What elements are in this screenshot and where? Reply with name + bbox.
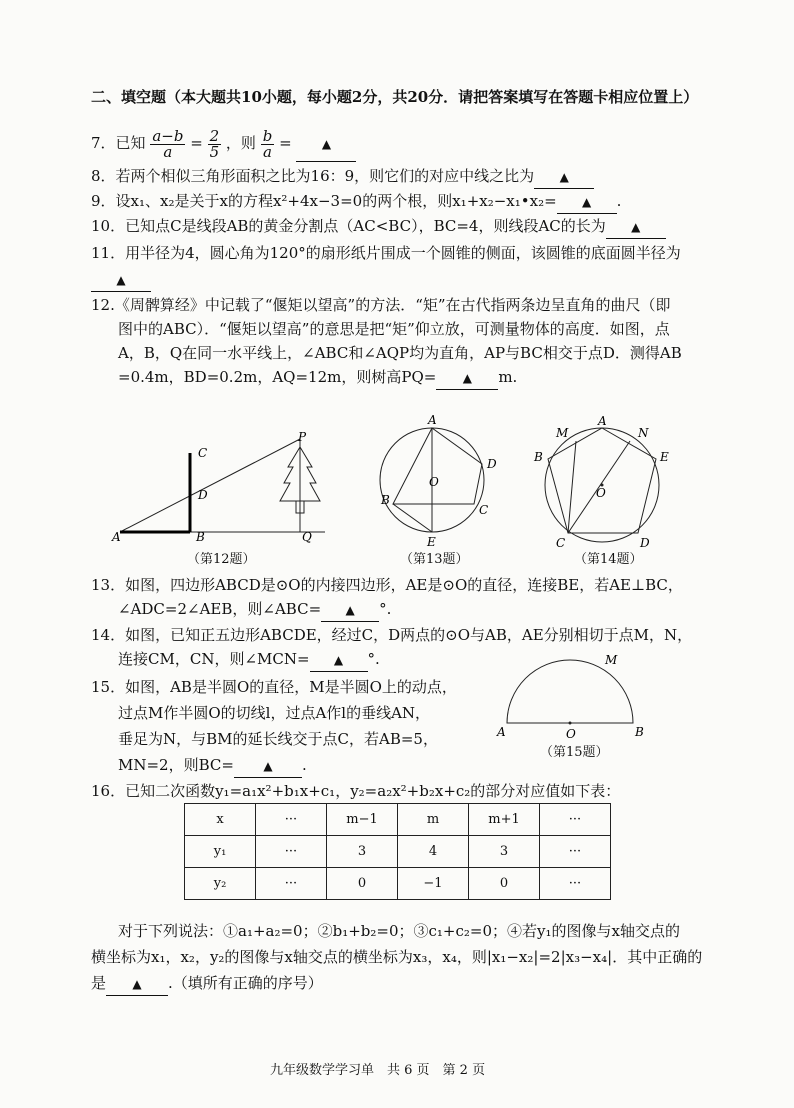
label-o: O [566, 727, 576, 741]
table-row: y₂ ··· 0 −1 0 ··· [185, 868, 611, 900]
figure-14 [530, 415, 680, 550]
question-7: 7．已知 $\frac{a-b}{a}$ = $\frac{2}{5}$ ，则 $\frac{b}{a}$ = ▲ [91, 126, 356, 162]
label-a: A [598, 415, 607, 428]
caption-15: （第15题） [540, 745, 609, 760]
label-n: N [638, 426, 649, 440]
answer-blank: ▲ [310, 648, 368, 672]
answer-blank: ▲ [321, 598, 379, 622]
label-p: P [298, 430, 307, 444]
answer-blank: ▲ [606, 215, 666, 239]
answer-blank: ▲ [296, 126, 356, 162]
question-8: 8．若两个相似三角形面积之比为16：9，则它们的对应中线之比为 ▲ [91, 165, 594, 189]
question-10: 10．已知点C是线段AB的黄金分割点（AC<BC），BC=4，则线段AC的长为 ▲ [91, 215, 666, 239]
question-12-line-2: 图中的ABC）．“偃矩以望高”的意思是把“矩”仰立放，可测量物体的高度．如图，点 [118, 320, 670, 338]
label-b: B [196, 530, 205, 544]
segment-cm [568, 441, 576, 533]
question-13-line-1: 13．如图，四边形ABCD是⊙O的内接四边形，AE是⊙O的直径，连接BE，若AE⊥BC， [91, 576, 683, 594]
label-o: O [596, 486, 606, 500]
question-15-line-1: 15．如图，AB是半圆O的直径，M是半圆O上的动点， [91, 678, 457, 696]
q7-fraction-2: $\frac{2}{5}$ [209, 126, 220, 161]
question-14-line-2: 连接CM，CN，则∠MCN= ▲ °. [118, 648, 380, 672]
question-14-line-1: 14．如图，已知正五边形ABCDE，经过C，D两点的⊙O与AB，AE分别相切于点M，N， [91, 626, 693, 644]
question-15-line-2: 过点M作半圆O的切线l，过点A作l的垂线AN， [118, 704, 431, 722]
label-a: A [497, 725, 506, 739]
label-c: C [479, 503, 489, 517]
question-15-line-4: MN=2，则BC= ▲ . [118, 754, 307, 778]
pentagon-abcde [548, 428, 656, 533]
question-16-line-4: 是 ▲ .（填所有正确的序号） [91, 972, 323, 996]
label-e: E [427, 535, 436, 549]
question-11-answer [91, 268, 151, 292]
answer-blank: ▲ [534, 165, 594, 189]
caption-12: （第12题） [187, 552, 256, 567]
label-d: D [640, 536, 650, 550]
label-a: A [428, 413, 437, 427]
answer-blank: ▲ [91, 268, 151, 292]
caption-13: （第13题） [400, 552, 469, 567]
label-q: Q [302, 530, 312, 544]
values-table [184, 803, 611, 900]
q7-fraction-3: $\frac{b}{a}$ [262, 126, 273, 161]
quadrilateral-abcd [393, 428, 482, 504]
table-row: x ··· m−1 m m+1 ··· [185, 804, 611, 836]
question-11: 11．用半径为4，圆心角为120°的扇形纸片围成一个圆锥的侧面，该圆锥的底面圆半径为 [91, 244, 681, 262]
answer-blank: ▲ [234, 754, 302, 778]
label-m: M [556, 426, 569, 440]
label-b: B [534, 450, 543, 464]
page-footer: 九年级数学学习单 共 6 页 第 2 页 [270, 1063, 486, 1078]
label-c: C [556, 536, 566, 550]
label-b: B [381, 493, 390, 507]
label-e: E [660, 450, 669, 464]
label-c: C [198, 446, 208, 460]
semicircle-o [507, 660, 633, 723]
caption-14: （第14题） [574, 552, 643, 567]
label-d: D [198, 488, 208, 502]
section-title: 二、填空题（本大题共10小题，每小题2分，共20分．请把答案填写在答题卡相应位置上） [91, 88, 699, 106]
figure-15 [495, 648, 650, 743]
label-d: D [487, 457, 497, 471]
table-row: y₁ ··· 3 4 3 ··· [185, 836, 611, 868]
q7-prefix: 7．已知 [91, 134, 146, 152]
label-m: M [605, 653, 618, 667]
sight-line-ap [120, 439, 300, 532]
answer-blank: ▲ [436, 366, 498, 390]
answer-blank: ▲ [557, 190, 617, 214]
figure-13 [375, 402, 500, 552]
label-a: A [112, 530, 121, 544]
question-9: 9．设x₁、x₂是关于x的方程x²+4x−3=0的两个根，则x₁+x₂−x₁•x₂= ▲ . [91, 190, 621, 214]
question-12-line-1: 12.《周髀算经》中记载了“偃矩以望高”的方法．“矩”在古代指两条边呈直角的曲尺（即 [91, 296, 671, 314]
answer-blank: ▲ [106, 972, 168, 996]
question-15-line-3: 垂足为N，与BM的延长线交于点C，若AB=5， [118, 730, 438, 748]
question-12-line-3: A，B，Q在同一水平线上，∠ABC和∠AQP均为直角，AP与BC相交于点D．测得AB [118, 344, 682, 362]
label-b: B [635, 725, 644, 739]
label-o: O [429, 475, 439, 489]
question-13-line-2: ∠ADC=2∠AEB，则∠ABC= ▲ °. [118, 598, 391, 622]
question-16-line-1: 16．已知二次函数y₁=a₁x²+b₁x+c₁，y₂=a₂x²+b₂x+c₂的部分对应值如下表： [91, 782, 621, 800]
figure-12 [110, 425, 345, 550]
question-12-line-4: =0.4m，BD=0.2m，AQ=12m，则树高PQ= ▲ m. [118, 366, 517, 390]
question-16-line-2: 对于下列说法：①a₁+a₂=0；②b₁+b₂=0；③c₁+c₂=0；④若y₁的图像与x轴交点的 [118, 922, 680, 940]
question-16-line-3: 横坐标为x₁，x₂，y₂的图像与x轴交点的横坐标为x₃，x₄，则|x₁−x₂|=2|x₃−x₄|．其中正确的 [91, 948, 703, 966]
q7-fraction-1: $\frac{a-b}{a}$ [152, 126, 184, 161]
